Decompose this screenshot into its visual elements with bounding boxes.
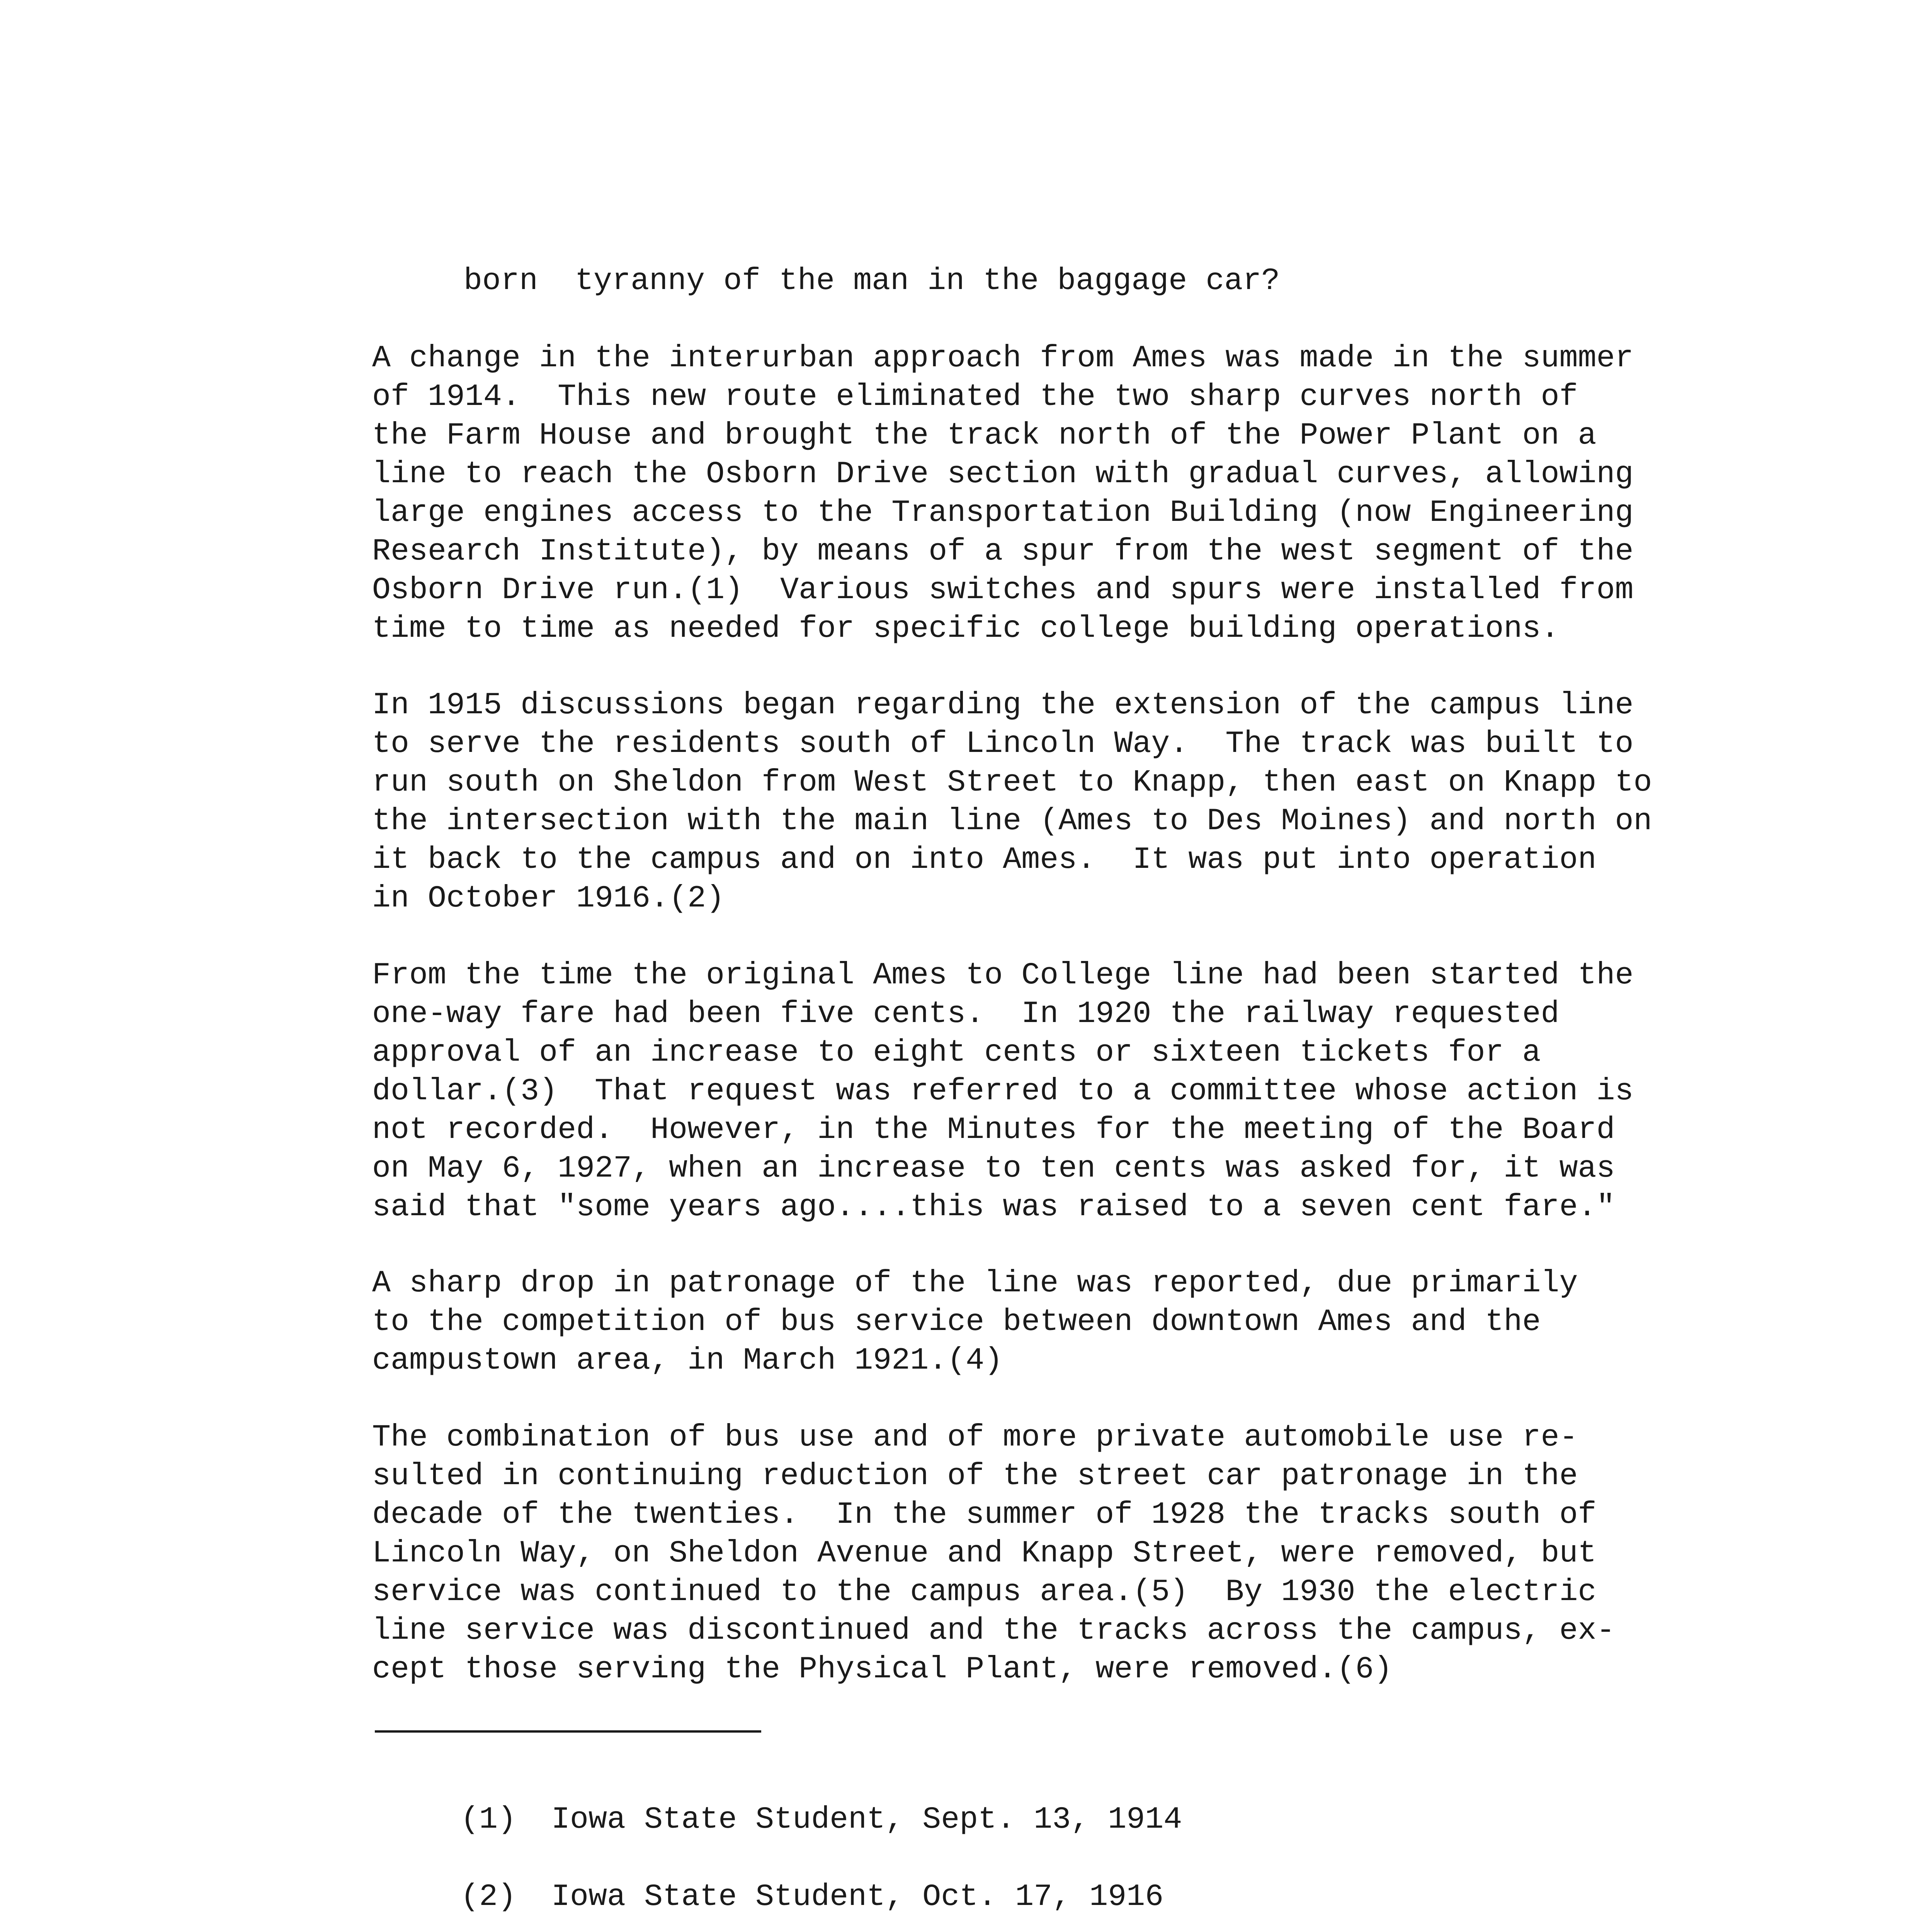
- footnote-text: Iowa State Student, Sept. 13, 1914: [551, 1802, 1182, 1837]
- paragraph-continuation: born tyranny of the man in the baggage car?: [464, 264, 1280, 299]
- footnote-text: Iowa State Student, Oct. 17, 1916: [551, 1879, 1164, 1915]
- paragraph-campus-line-extension: In 1915 discussions began regarding the extension of the campus line to serve the residents south of Lincoln Way. The track was built to run south on Sheldon from West Street to Knapp, then east on Knapp to the intersection with the main line (Ames to Des Moines) and north on it back to the campus and on into Ames. It was put into operation in October 1916.(2): [372, 688, 1652, 916]
- footnote-number: (1): [461, 1802, 517, 1837]
- paragraph-fare-history: From the time the original Ames to College line had been started the one-way fare had been five cents. In 1920 the railway requested approval of an increase to eight cents or sixteen tickets for a dollar.(3) That request was referred to a committee whose action is not recorded. However, in the Minutes for the meeting of the Board on May 6, 1927, when an increase to ten cents was asked for, it was said that "some years ago....this was raised to a seven cent fare.": [372, 958, 1634, 1225]
- paragraph-interurban-route-change: A change in the interurban approach from Ames was made in the summer of 1914. This new route eliminated the two sharp curves north of the Farm House and brought the track north of the Power Plant on a line to reach the Osborn Drive section with gradual curves, allowing large engines access to the Transportation Building (now Engineering Research Institute), by means of a spur from the west segment of the Osborn Drive run.(1) Various switches and spurs were installed from time to time as needed for specific college building operations.: [372, 341, 1634, 646]
- footnote-3: [386, 1916, 959, 1932]
- footnote-number: (2): [461, 1879, 517, 1915]
- paragraph-service-discontinued: The combination of bus use and of more private automobile use re- sulted in continuing reduction of the street car patronage in the decade of the twenties. In the summer of 1928 the tracks south of Lincoln Way, on Sheldon Avenue and Knapp Street, were removed, but service was continued to the campus area.(5) By 1930 the electric line service was discontinued and the tracks across the campus, ex- cept those serving the Physical Plant, were removed.(6): [372, 1420, 1615, 1687]
- footnote-divider: [375, 1730, 761, 1733]
- paragraph-patronage-drop: A sharp drop in patronage of the line was reported, due primarily to the competition of bus service between downtown Ames and the campustown area, in March 1921.(4): [372, 1266, 1578, 1378]
